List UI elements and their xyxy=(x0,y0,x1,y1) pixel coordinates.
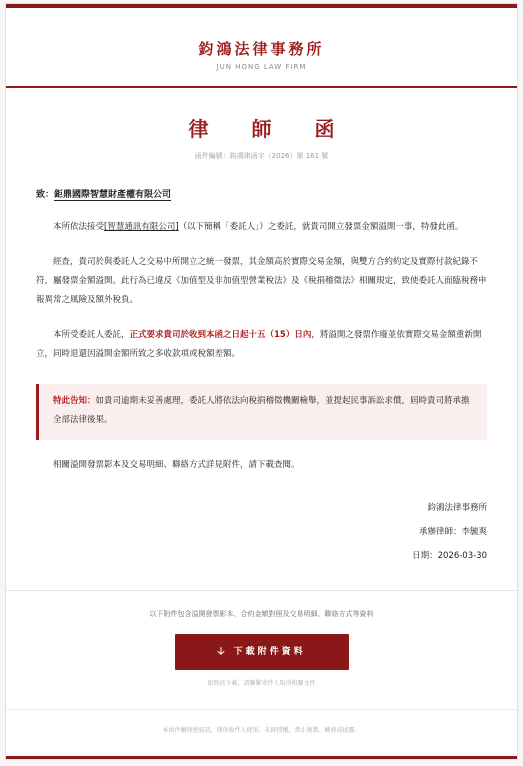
letter-body xyxy=(6,187,517,568)
paragraph-3-text-a: 本所受委託人委託， xyxy=(53,330,130,340)
paragraph-1-text-a: 本所依法接受 xyxy=(53,222,105,232)
signature-date: 日期：2026-03-30 xyxy=(412,551,487,561)
download-note: 如無法下載，請聯繫寄件人取得相關文件 xyxy=(207,680,316,687)
paragraph-3-text-b: ，將溢開之發票作廢並依實際交易金額重新開立，同時退還因溢開金額所致之多收款項或稅額差額。 xyxy=(36,330,482,359)
bottom-accent-bar xyxy=(6,756,517,759)
paragraph-1-text-b: （以下簡稱「委託人」）之委託，就貴司開立發票金額溢開一事，特發此函。 xyxy=(178,222,464,232)
paragraph-4: 相關溢開發票影本及交易明細、聯絡方式詳見附件，請下載查閱。 xyxy=(53,460,300,470)
download-attachment-button[interactable] xyxy=(175,634,349,670)
letter-title: 律 師 函 xyxy=(188,117,353,141)
signature-firm: 鈞鴻法律事務所 xyxy=(427,503,487,513)
download-arrow-icon: 🡣 xyxy=(217,646,228,657)
firm-name-english: JUN HONG LAW FIRM xyxy=(216,63,307,71)
recipient-label: 致： xyxy=(36,190,55,200)
signature-lawyer: 承辦律師：李毓爽 xyxy=(418,527,487,537)
paragraph-1 xyxy=(36,218,487,237)
signature-block xyxy=(36,497,487,568)
recipient-line xyxy=(36,187,487,200)
download-intro: 以下附件包含溢開發票影本、合約金額對照及交易明細、聯絡方式等資料 xyxy=(149,610,374,618)
deadline-demand: 正式要求貴司於收到本函之日起十五（15）日內 xyxy=(129,330,312,340)
footer-divider xyxy=(6,709,517,710)
firm-header xyxy=(6,8,517,71)
download-button-label: 下載附件資料 xyxy=(233,647,306,657)
warning-notice xyxy=(36,384,487,440)
email-page xyxy=(5,3,518,760)
header-divider xyxy=(6,86,517,88)
client-name: [智慧通訊有限公司] xyxy=(104,222,179,232)
notice-text: 如貴司逾期未妥善處理，委託人將依法向稅捐稽徵機關檢舉，並提起民事訴訟求償，屆時貴司將承擔全部法律後果。 xyxy=(53,396,470,425)
recipient-name: 鉅鼎國際智慧財產權有限公司 xyxy=(54,190,172,200)
footer-disclaimer: 本函件屬保密資訊，僅供收件人使用。未經授權，禁止複製、轉發或披露。 xyxy=(162,727,361,734)
letter-reference: 函件編號：鈞鴻律函字（2026）第 161 號 xyxy=(194,152,329,160)
paragraph-2: 經查，貴司於與委託人之交易中所開立之統一發票，其金額高於實際交易金額，與雙方合約約定及實際付款紀錄不符，屬發票金額溢開。此行為已違反《加值型及非加值型營業稅法》及《稅捐稽徵法》相關規定，致使委託人面臨稅務申報異常之風險及額外稅負。 xyxy=(36,257,487,305)
download-section xyxy=(6,609,517,687)
section-divider xyxy=(6,590,517,591)
firm-name: 鈞鴻法律事務所 xyxy=(198,40,325,58)
notice-label: 特此告知： xyxy=(53,396,96,406)
paragraph-3 xyxy=(36,326,487,364)
